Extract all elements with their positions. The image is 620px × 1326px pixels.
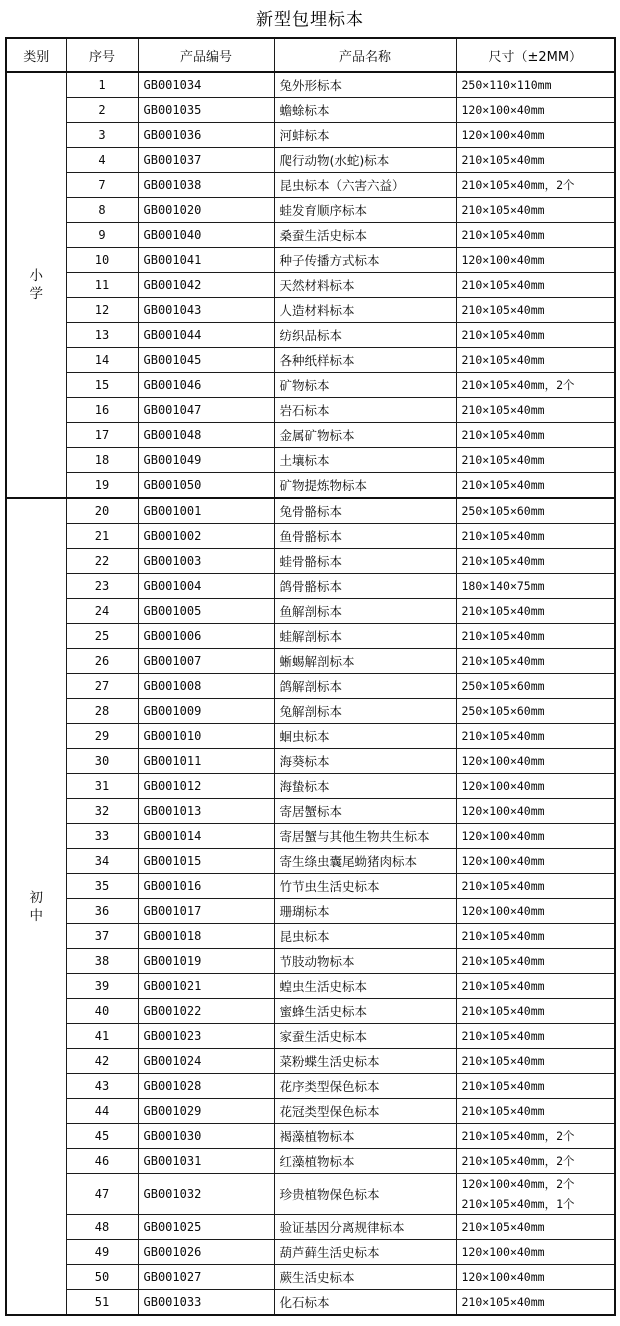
product-code-cell: GB001030	[138, 1124, 274, 1149]
product-code-cell: GB001019	[138, 949, 274, 974]
product-code-cell: GB001038	[138, 173, 274, 198]
product-code-cell: GB001004	[138, 574, 274, 599]
table-row	[6, 549, 615, 574]
product-code-cell: GB001014	[138, 824, 274, 849]
product-code-cell: GB001009	[138, 699, 274, 724]
product-code-cell: GB001049	[138, 448, 274, 473]
table-row	[6, 348, 615, 373]
product-name-cell: 桑蚕生活史标本	[274, 223, 456, 248]
product-name-cell: 兔骨骼标本	[274, 498, 456, 524]
size-cell: 210×105×40mm，2个	[456, 1124, 615, 1149]
product-name-cell: 海葵标本	[274, 749, 456, 774]
table-row	[6, 799, 615, 824]
product-name-cell: 褐藻植物标本	[274, 1124, 456, 1149]
size-cell: 210×105×40mm	[456, 198, 615, 223]
serial-cell: 45	[66, 1124, 138, 1149]
product-name-cell: 家蚕生活史标本	[274, 1024, 456, 1049]
table-row	[6, 874, 615, 899]
page-title: 新型包埋标本	[256, 10, 364, 30]
size-cell: 210×105×40mm	[456, 1074, 615, 1099]
product-name-cell: 节肢动物标本	[274, 949, 456, 974]
product-name-cell: 蛔虫标本	[274, 724, 456, 749]
product-code-cell: GB001042	[138, 273, 274, 298]
table-row	[6, 999, 615, 1024]
table-row	[6, 899, 615, 924]
product-code-cell: GB001043	[138, 298, 274, 323]
product-name-cell: 葫芦藓生活史标本	[274, 1240, 456, 1265]
table-row	[6, 1099, 615, 1124]
table-row	[6, 123, 615, 148]
serial-cell: 43	[66, 1074, 138, 1099]
size-cell: 210×105×40mm	[456, 1290, 615, 1316]
serial-cell: 11	[66, 273, 138, 298]
table-row	[6, 173, 615, 198]
product-name-cell: 竹节虫生活史标本	[274, 874, 456, 899]
product-name-cell: 鱼骨骼标本	[274, 524, 456, 549]
serial-cell: 44	[66, 1099, 138, 1124]
category-cell: 初 中	[6, 498, 66, 1315]
product-name-cell: 昆虫标本（六害六益）	[274, 173, 456, 198]
product-code-cell: GB001040	[138, 223, 274, 248]
serial-cell: 36	[66, 899, 138, 924]
product-name-cell: 金属矿物标本	[274, 423, 456, 448]
size-cell: 210×105×40mm	[456, 724, 615, 749]
product-name-cell: 蛙骨骼标本	[274, 549, 456, 574]
product-code-cell: GB001006	[138, 624, 274, 649]
serial-cell: 2	[66, 98, 138, 123]
size-cell: 210×105×40mm	[456, 423, 615, 448]
table-row	[6, 198, 615, 223]
product-code-cell: GB001001	[138, 498, 274, 524]
serial-cell: 49	[66, 1240, 138, 1265]
serial-cell: 46	[66, 1149, 138, 1174]
serial-cell: 12	[66, 298, 138, 323]
size-cell: 210×105×40mm，2个	[456, 173, 615, 198]
size-cell: 120×100×40mm	[456, 824, 615, 849]
serial-cell: 21	[66, 524, 138, 549]
table-row	[6, 373, 615, 398]
product-code-cell: GB001046	[138, 373, 274, 398]
size-cell: 120×100×40mm	[456, 799, 615, 824]
product-code-cell: GB001031	[138, 1149, 274, 1174]
table-row	[6, 273, 615, 298]
serial-cell: 10	[66, 248, 138, 273]
product-name-cell: 昆虫标本	[274, 924, 456, 949]
table-row	[6, 599, 615, 624]
size-cell: 120×100×40mm	[456, 248, 615, 273]
product-name-cell: 蟾蜍标本	[274, 98, 456, 123]
table-header-row	[6, 38, 615, 72]
size-cell: 250×105×60mm	[456, 498, 615, 524]
size-cell: 210×105×40mm	[456, 949, 615, 974]
table-row	[6, 699, 615, 724]
product-name-cell: 鸽骨骼标本	[274, 574, 456, 599]
product-code-cell: GB001003	[138, 549, 274, 574]
product-code-cell: GB001027	[138, 1265, 274, 1290]
serial-cell: 42	[66, 1049, 138, 1074]
size-cell: 210×105×40mm	[456, 924, 615, 949]
size-cell: 210×105×40mm	[456, 649, 615, 674]
serial-cell: 3	[66, 123, 138, 148]
serial-cell: 35	[66, 874, 138, 899]
serial-cell: 18	[66, 448, 138, 473]
serial-cell: 13	[66, 323, 138, 348]
size-cell: 120×100×40mm，2个 210×105×40mm，1个	[456, 1174, 615, 1215]
serial-cell: 41	[66, 1024, 138, 1049]
product-name-cell: 人造材料标本	[274, 298, 456, 323]
product-name-cell: 蜥蜴解剖标本	[274, 649, 456, 674]
product-name-cell: 蝗虫生活史标本	[274, 974, 456, 999]
product-code-cell: GB001025	[138, 1215, 274, 1240]
serial-cell: 37	[66, 924, 138, 949]
size-cell: 210×105×40mm	[456, 1024, 615, 1049]
header-cell-serial: 序号	[66, 38, 138, 72]
size-cell: 120×100×40mm	[456, 899, 615, 924]
serial-cell: 16	[66, 398, 138, 423]
size-cell: 210×105×40mm	[456, 348, 615, 373]
product-name-cell: 珊瑚标本	[274, 899, 456, 924]
serial-cell: 4	[66, 148, 138, 173]
category-cell: 小 学	[6, 72, 66, 498]
size-cell: 180×140×75mm	[456, 574, 615, 599]
serial-cell: 34	[66, 849, 138, 874]
serial-cell: 39	[66, 974, 138, 999]
size-cell: 120×100×40mm	[456, 1265, 615, 1290]
product-code-cell: GB001016	[138, 874, 274, 899]
product-name-cell: 爬行动物(水蛇)标本	[274, 148, 456, 173]
product-name-cell: 海蛰标本	[274, 774, 456, 799]
size-cell: 210×105×40mm	[456, 999, 615, 1024]
product-code-cell: GB001028	[138, 1074, 274, 1099]
table-row	[6, 72, 615, 98]
product-code-cell: GB001026	[138, 1240, 274, 1265]
serial-cell: 1	[66, 72, 138, 98]
product-code-cell: GB001007	[138, 649, 274, 674]
product-code-cell: GB001020	[138, 198, 274, 223]
table-row	[6, 223, 615, 248]
table-row	[6, 323, 615, 348]
table-row	[6, 1049, 615, 1074]
size-cell: 120×100×40mm	[456, 123, 615, 148]
size-cell: 120×100×40mm	[456, 849, 615, 874]
table-row	[6, 1124, 615, 1149]
product-name-cell: 寄生绦虫囊尾蚴猪肉标本	[274, 849, 456, 874]
size-cell: 210×105×40mm，2个	[456, 1149, 615, 1174]
size-cell: 210×105×40mm	[456, 323, 615, 348]
table-row	[6, 473, 615, 499]
product-name-cell: 天然材料标本	[274, 273, 456, 298]
product-code-cell: GB001037	[138, 148, 274, 173]
product-code-cell: GB001018	[138, 924, 274, 949]
serial-cell: 24	[66, 599, 138, 624]
product-code-cell: GB001011	[138, 749, 274, 774]
size-cell: 210×105×40mm	[456, 624, 615, 649]
size-cell: 210×105×40mm	[456, 1099, 615, 1124]
product-code-cell: GB001013	[138, 799, 274, 824]
table-row	[6, 498, 615, 524]
product-name-cell: 珍贵植物保色标本	[274, 1174, 456, 1215]
product-code-cell: GB001005	[138, 599, 274, 624]
product-name-cell: 化石标本	[274, 1290, 456, 1316]
header-cell-category: 类别	[6, 38, 66, 72]
product-code-cell: GB001029	[138, 1099, 274, 1124]
serial-cell: 25	[66, 624, 138, 649]
product-name-cell: 兔解剖标本	[274, 699, 456, 724]
product-name-cell: 鸽解剖标本	[274, 674, 456, 699]
product-name-cell: 纺织品标本	[274, 323, 456, 348]
serial-cell: 31	[66, 774, 138, 799]
product-name-cell: 岩石标本	[274, 398, 456, 423]
product-name-cell: 寄居蟹与其他生物共生标本	[274, 824, 456, 849]
serial-cell: 27	[66, 674, 138, 699]
product-name-cell: 红藻植物标本	[274, 1149, 456, 1174]
table-row	[6, 649, 615, 674]
product-name-cell: 寄居蟹标本	[274, 799, 456, 824]
table-row	[6, 749, 615, 774]
table-row	[6, 298, 615, 323]
product-code-cell: GB001012	[138, 774, 274, 799]
table-row	[6, 1290, 615, 1316]
serial-cell: 50	[66, 1265, 138, 1290]
product-name-cell: 验证基因分离规律标本	[274, 1215, 456, 1240]
table-body	[6, 72, 615, 1315]
table-row	[6, 924, 615, 949]
product-code-cell: GB001017	[138, 899, 274, 924]
size-cell: 120×100×40mm	[456, 774, 615, 799]
size-cell: 210×105×40mm	[456, 448, 615, 473]
product-name-cell: 土壤标本	[274, 448, 456, 473]
product-name-cell: 种子传播方式标本	[274, 248, 456, 273]
table-row	[6, 398, 615, 423]
product-name-cell: 蛙解剖标本	[274, 624, 456, 649]
size-cell: 210×105×40mm	[456, 473, 615, 499]
product-name-cell: 蛙发育顺序标本	[274, 198, 456, 223]
serial-cell: 7	[66, 173, 138, 198]
product-name-cell: 兔外形标本	[274, 72, 456, 98]
serial-cell: 20	[66, 498, 138, 524]
serial-cell: 23	[66, 574, 138, 599]
table-row	[6, 423, 615, 448]
serial-cell: 33	[66, 824, 138, 849]
product-code-cell: GB001044	[138, 323, 274, 348]
product-code-cell: GB001010	[138, 724, 274, 749]
table-row	[6, 574, 615, 599]
table-row	[6, 824, 615, 849]
product-code-cell: GB001045	[138, 348, 274, 373]
table-row	[6, 974, 615, 999]
product-code-cell: GB001034	[138, 72, 274, 98]
size-cell: 210×105×40mm	[456, 874, 615, 899]
product-code-cell: GB001002	[138, 524, 274, 549]
product-code-cell: GB001023	[138, 1024, 274, 1049]
table-row	[6, 1240, 615, 1265]
serial-cell: 47	[66, 1174, 138, 1215]
table-row	[6, 1174, 615, 1215]
product-code-cell: GB001015	[138, 849, 274, 874]
size-cell: 210×105×40mm	[456, 1049, 615, 1074]
size-cell: 250×105×60mm	[456, 699, 615, 724]
serial-cell: 51	[66, 1290, 138, 1316]
product-code-cell: GB001048	[138, 423, 274, 448]
product-code-cell: GB001033	[138, 1290, 274, 1316]
product-code-cell: GB001036	[138, 123, 274, 148]
product-name-cell: 河蚌标本	[274, 123, 456, 148]
table-row	[6, 674, 615, 699]
size-cell: 250×110×110mm	[456, 72, 615, 98]
table-row	[6, 774, 615, 799]
size-cell: 210×105×40mm	[456, 398, 615, 423]
table-row	[6, 148, 615, 173]
product-name-cell: 花冠类型保色标本	[274, 1099, 456, 1124]
size-cell: 120×100×40mm	[456, 749, 615, 774]
table-row	[6, 98, 615, 123]
serial-cell: 29	[66, 724, 138, 749]
product-code-cell: GB001041	[138, 248, 274, 273]
table-row	[6, 624, 615, 649]
header-cell-product-code: 产品编号	[138, 38, 274, 72]
serial-cell: 30	[66, 749, 138, 774]
product-name-cell: 矿物提炼物标本	[274, 473, 456, 499]
serial-cell: 26	[66, 649, 138, 674]
product-name-cell: 蜜蜂生活史标本	[274, 999, 456, 1024]
table-row	[6, 248, 615, 273]
product-code-cell: GB001008	[138, 674, 274, 699]
size-cell: 210×105×40mm	[456, 524, 615, 549]
product-code-cell: GB001022	[138, 999, 274, 1024]
size-cell: 210×105×40mm	[456, 974, 615, 999]
header-cell-size: 尺寸（±2MM）	[456, 38, 615, 72]
serial-cell: 28	[66, 699, 138, 724]
size-cell: 210×105×40mm	[456, 1215, 615, 1240]
product-name-cell: 蕨生活史标本	[274, 1265, 456, 1290]
product-name-cell: 鱼解剖标本	[274, 599, 456, 624]
serial-cell: 17	[66, 423, 138, 448]
size-cell: 210×105×40mm	[456, 148, 615, 173]
serial-cell: 38	[66, 949, 138, 974]
table-row	[6, 1024, 615, 1049]
serial-cell: 9	[66, 223, 138, 248]
serial-cell: 14	[66, 348, 138, 373]
serial-cell: 19	[66, 473, 138, 499]
size-cell: 120×100×40mm	[456, 98, 615, 123]
serial-cell: 22	[66, 549, 138, 574]
serial-cell: 15	[66, 373, 138, 398]
table-row	[6, 949, 615, 974]
table-row	[6, 448, 615, 473]
product-name-cell: 矿物标本	[274, 373, 456, 398]
size-cell: 210×105×40mm	[456, 549, 615, 574]
header-cell-product-name: 产品名称	[274, 38, 456, 72]
table-row	[6, 724, 615, 749]
product-code-cell: GB001050	[138, 473, 274, 499]
table-row	[6, 1149, 615, 1174]
size-cell: 250×105×60mm	[456, 674, 615, 699]
product-code-cell: GB001024	[138, 1049, 274, 1074]
product-code-cell: GB001032	[138, 1174, 274, 1215]
table-row	[6, 849, 615, 874]
serial-cell: 40	[66, 999, 138, 1024]
product-name-cell: 花序类型保色标本	[274, 1074, 456, 1099]
serial-cell: 48	[66, 1215, 138, 1240]
size-cell: 210×105×40mm	[456, 273, 615, 298]
table-row	[6, 1074, 615, 1099]
size-cell: 210×105×40mm，2个	[456, 373, 615, 398]
table-row	[6, 1265, 615, 1290]
size-cell: 210×105×40mm	[456, 599, 615, 624]
table-row	[6, 524, 615, 549]
product-code-cell: GB001021	[138, 974, 274, 999]
size-cell: 210×105×40mm	[456, 223, 615, 248]
product-table	[5, 37, 616, 1316]
size-cell: 120×100×40mm	[456, 1240, 615, 1265]
product-name-cell: 菜粉蝶生活史标本	[274, 1049, 456, 1074]
serial-cell: 32	[66, 799, 138, 824]
product-code-cell: GB001035	[138, 98, 274, 123]
serial-cell: 8	[66, 198, 138, 223]
table-row	[6, 1215, 615, 1240]
product-code-cell: GB001047	[138, 398, 274, 423]
size-cell: 210×105×40mm	[456, 298, 615, 323]
product-name-cell: 各种纸样标本	[274, 348, 456, 373]
